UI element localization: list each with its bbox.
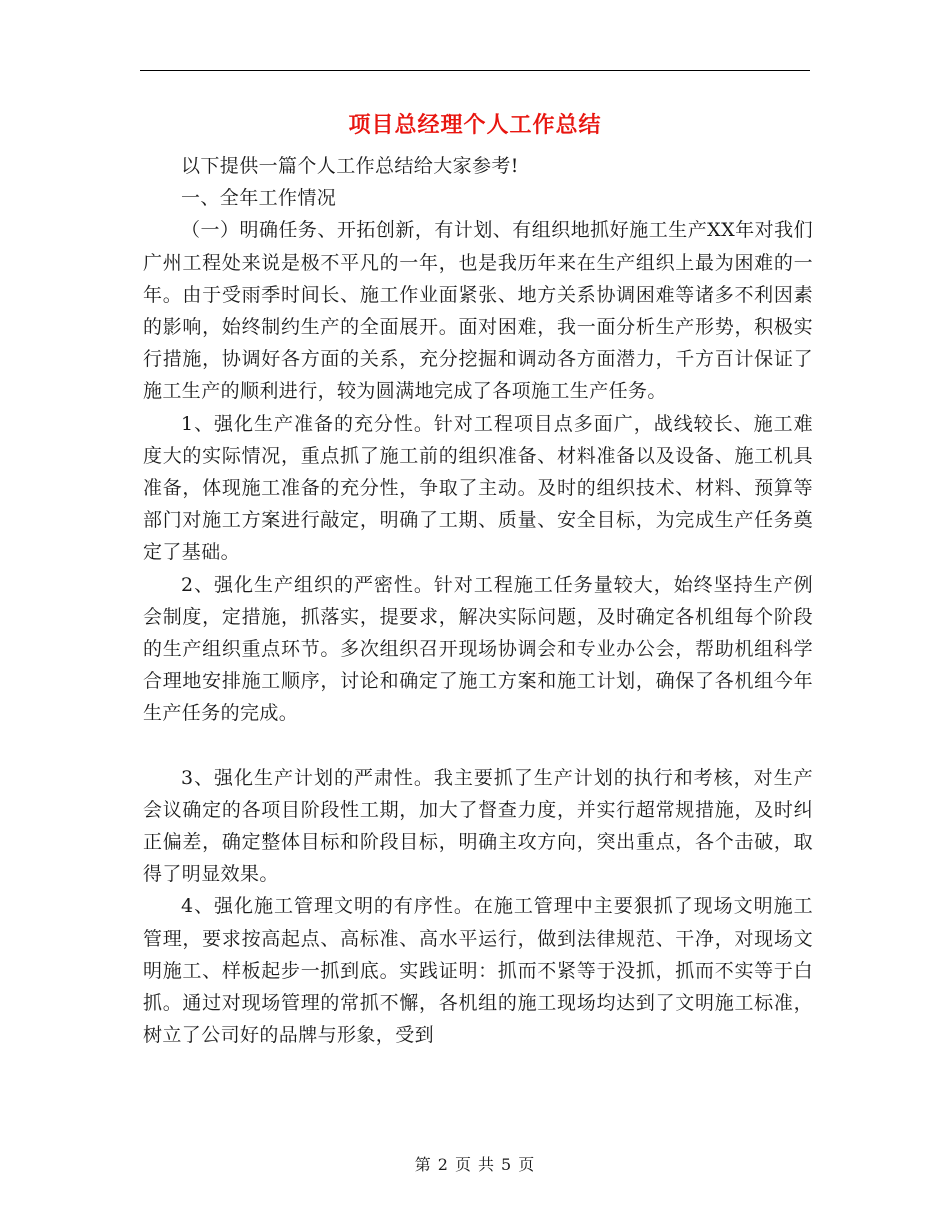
document-title: 项目总经理个人工作总结 (348, 113, 602, 138)
document-body (143, 150, 813, 1051)
paragraph-intro: 以下提供一篇个人工作总结给大家参考! (181, 155, 519, 177)
page-footer (0, 1152, 950, 1175)
paragraph-item-1: 1、强化生产准备的充分性。针对工程项目点多面广，战线较长、施工难度大的实际情况，重点抓了施工前的组织准备、材料准备以及设备、施工机具准备，体现施工准备的充分性，争取了主动。及时的组织技术、材料、预算等部门对施工方案进行敲定，明确了工期、质量、安全目标，为完成生产任务奠定了基础。 (143, 412, 813, 564)
footer-total-prefix: 共 (478, 1155, 496, 1174)
section-heading: 一、全年工作情况 (181, 187, 337, 210)
footer-page-word: 页 (454, 1155, 472, 1174)
footer-total-suffix: 页 (518, 1155, 536, 1174)
footer-prefix: 第 (414, 1155, 432, 1174)
paragraph-item-3: 3、强化生产计划的严肃性。我主要抓了生产计划的执行和考核，对生产会议确定的各项目阶段性工期，加大了督查力度，并实行超常规措施，及时纠正偏差，确定整体目标和阶段目标，明确主攻方向，突出重点，各个击破，取得了明显效果。 (143, 766, 813, 886)
footer-current-page: 2 (437, 1155, 449, 1174)
paragraph-item-2: 2、强化生产组织的严密性。针对工程施工任务量较大，始终坚持生产例会制度，定措施，抓落实，提要求，解决实际问题，及时确定各机组每个阶段的生产组织重点环节。多次组织召开现场协调会和专业办公会，帮助机组科学合理地安排施工顺序，讨论和确定了施工方案和施工计划，确保了各机组今年生产任务的完成。 (143, 573, 813, 725)
footer-total-pages: 5 (501, 1155, 513, 1174)
header-rule (140, 70, 810, 71)
paragraph-subsection-1: （一）明确任务、开拓创新，有计划、有组织地抓好施工生产XX年对我们广州工程处来说是极不平凡的一年，也是我历年来在生产组织上最为困难的一年。由于受雨季时间长、施工作业面紧张、地方关系协调困难等诸多不利因素的影响，始终制约生产的全面展开。面对困难，我一面分析生产形势，积极实行措施，协调好各方面的关系，充分挖掘和调动各方面潜力，千方百计保证了施工生产的顺利进行，较为圆满地完成了各项施工生产任务。 (143, 219, 813, 403)
paragraph-item-4: 4、强化施工管理文明的有序性。在施工管理中主要狠抓了现场文明施工管理，要求按高起点、高标准、高水平运行，做到法律规范、干净，对现场文明施工、样板起步一抓到底。实践证明：抓而不紧等于没抓，抓而不实等于白抓。通过对现场管理的常抓不懈，各机组的施工现场均达到了文明施工标准，树立了公司好的品牌与形象，受到 (143, 895, 813, 1047)
